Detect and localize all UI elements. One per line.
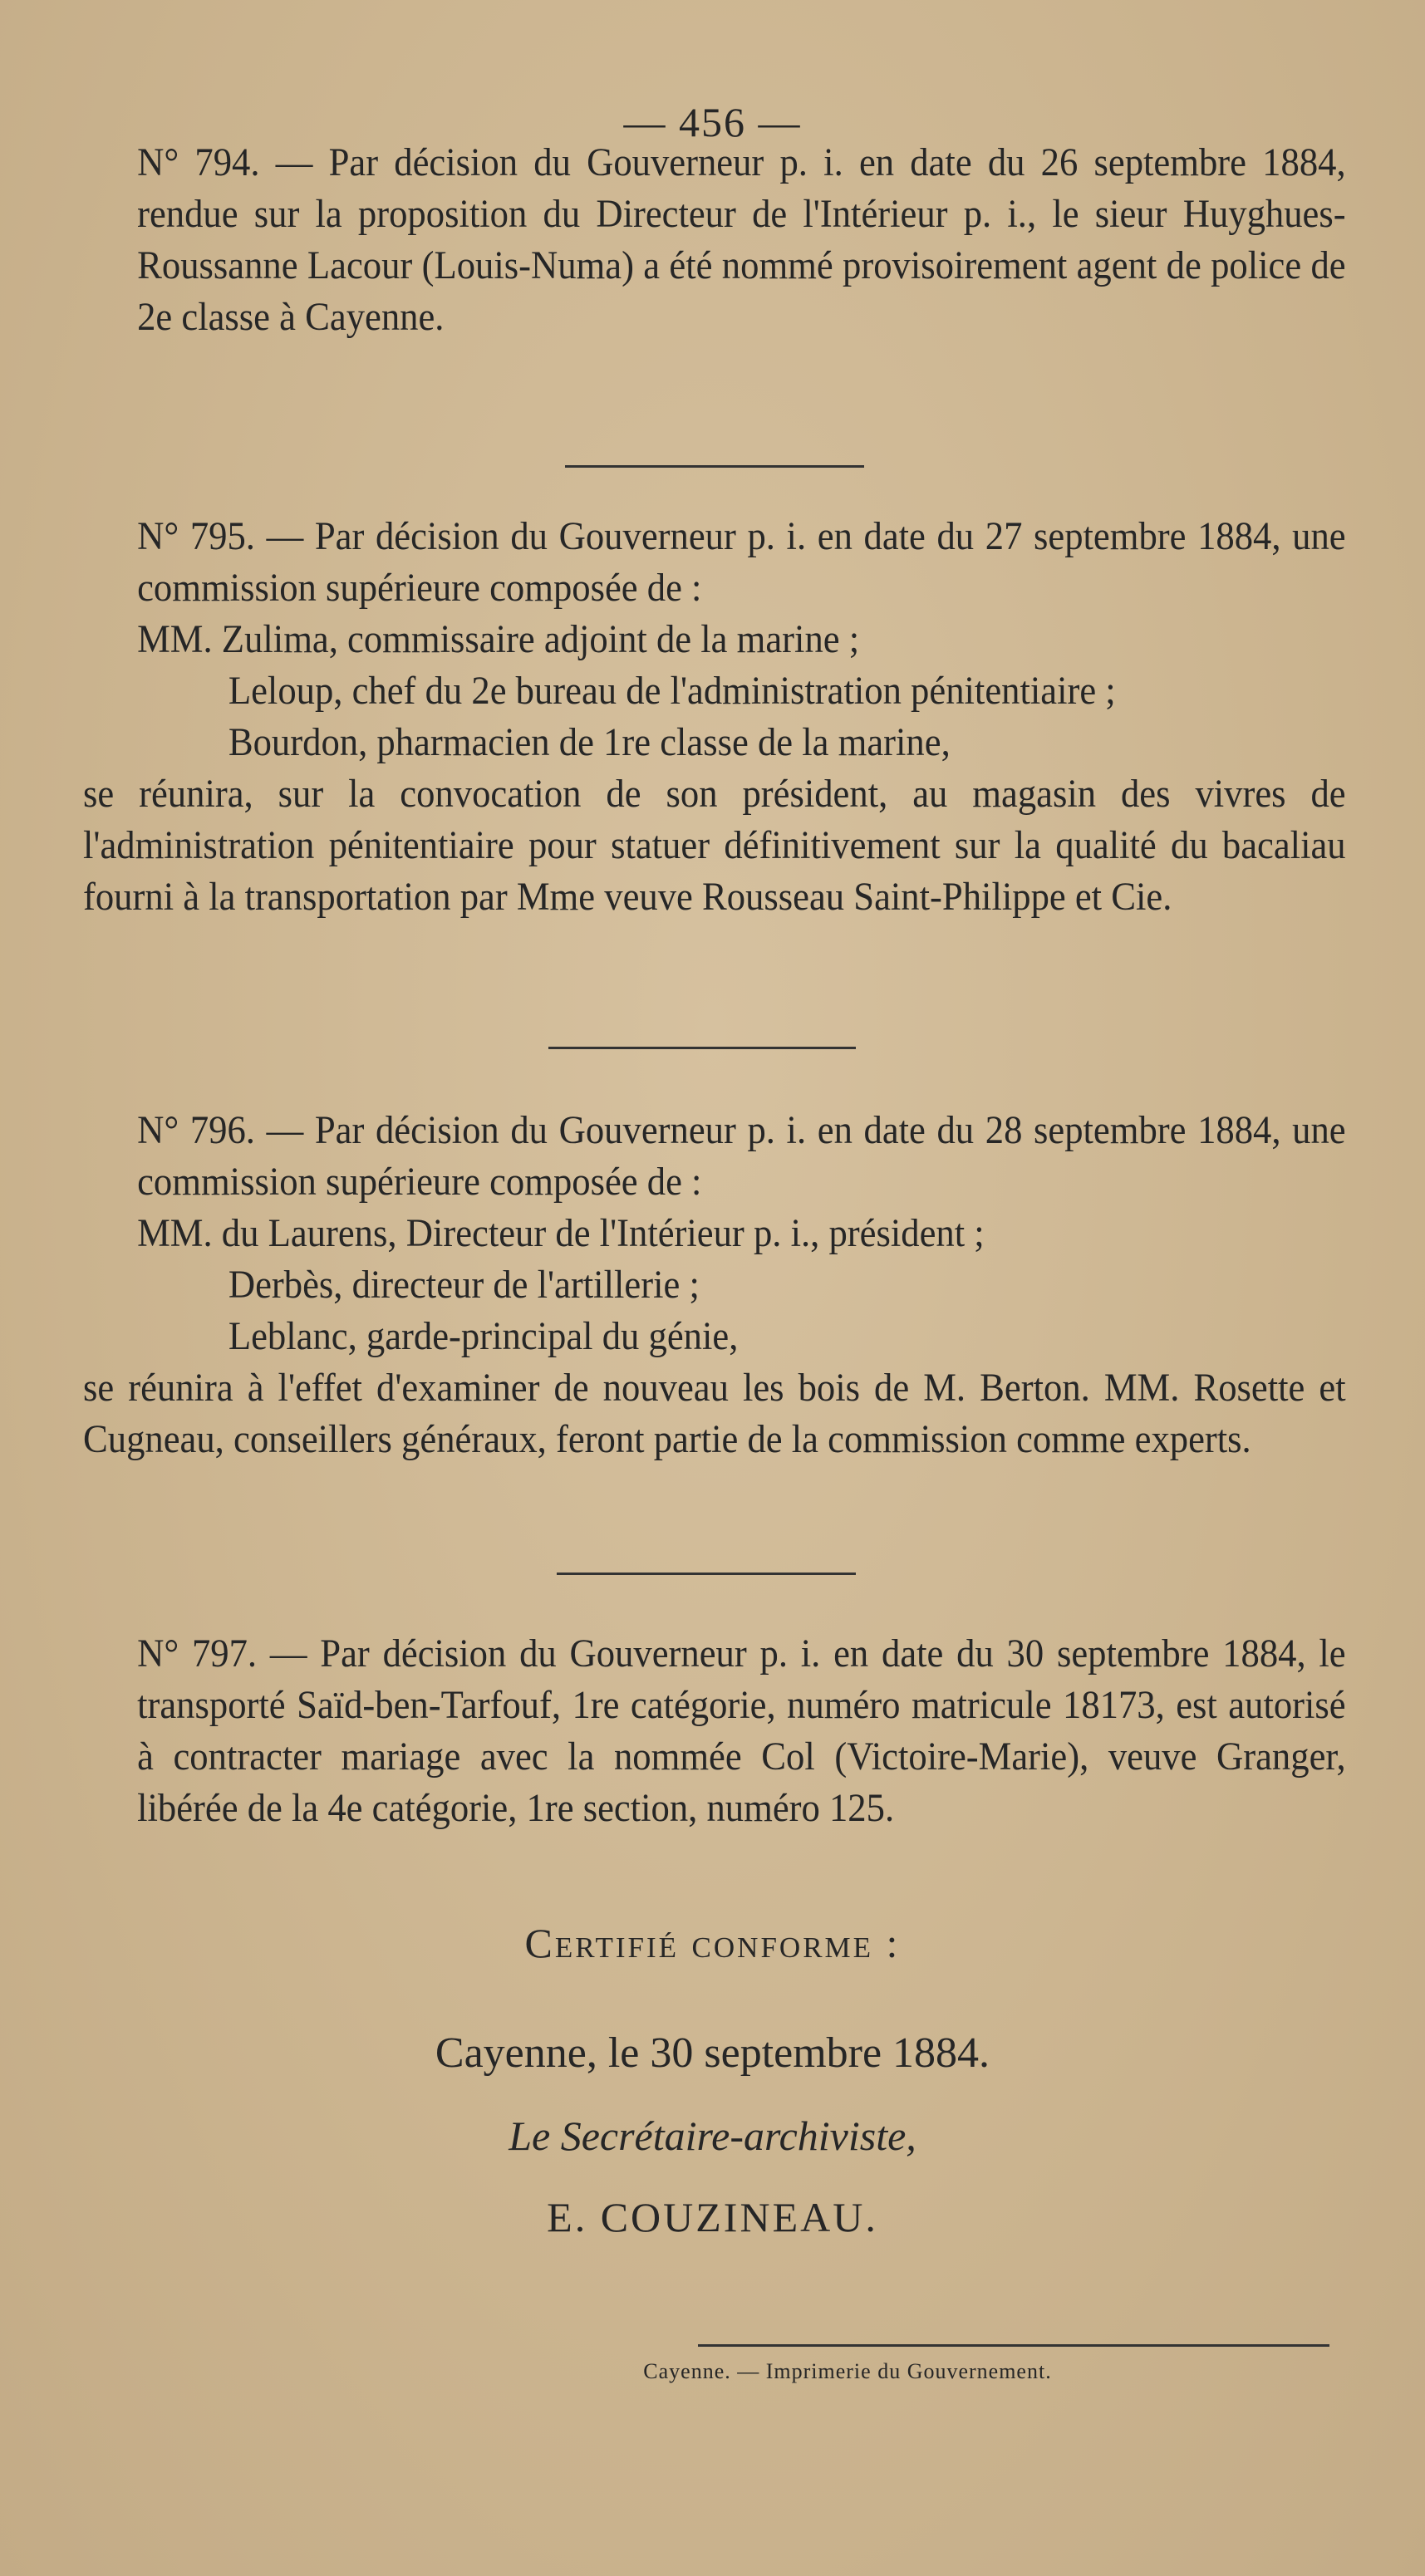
signatory-name: E. COUZINEAU.	[547, 2194, 878, 2240]
entry-796-member: Leblanc, garde-principal du génie,	[228, 1314, 739, 1358]
entry-796-member: Derbès, directeur de l'artillerie ;	[228, 1263, 700, 1307]
entry-796-member: MM. du Laurens, Directeur de l'Intérieur p. i., président ;	[137, 1211, 985, 1255]
entry-795-member: Leloup, chef du 2e bureau de l'administration pénitentiaire ;	[228, 669, 1116, 713]
printer-imprint: Cayenne. — Imprimerie du Gouvernement.	[643, 2359, 1052, 2383]
separator-rule	[565, 465, 864, 468]
entry-794-text: N° 794. — Par décision du Gouverneur p. i. en date du 26 septembre 1884, rendue sur la proposition du Directeur de l'Intérieur p. i., le sieur Huyghues-Roussanne Lacour (Louis-Numa) a été nommé provisoirement agent de police de 2e classe à Cayenne.	[137, 140, 1346, 339]
certification-place-date: Cayenne, le 30 septembre 1884.	[435, 2029, 990, 2077]
separator-rule	[548, 1047, 856, 1049]
entry-797	[83, 1628, 1346, 1834]
entry-795-member: Bourdon, pharmacien de 1re classe de la marine,	[228, 720, 951, 764]
entry-794	[83, 137, 1346, 343]
entry-795-member: MM. Zulima, commissaire adjoint de la marine ;	[137, 617, 860, 661]
page-number: — 456 —	[623, 99, 802, 145]
footer-rule	[698, 2344, 1329, 2347]
entry-795	[83, 511, 1346, 923]
entry-796	[83, 1105, 1346, 1465]
certification-role: Le Secrétaire-archiviste,	[509, 2112, 916, 2159]
entry-796-intro: N° 796. — Par décision du Gouverneur p. i. en date du 28 septembre 1884, une commission supérieure composée de :	[137, 1108, 1346, 1204]
entry-795-outro: se réunira, sur la convocation de son président, au magasin des vivres de l'administration pénitentiaire pour statuer définitivement sur la qualité du bacaliau fourni à la transportation par Mme veuve Rousseau Saint-Philippe et Cie.	[83, 772, 1346, 919]
separator-rule	[557, 1573, 856, 1575]
entry-795-intro: N° 795. — Par décision du Gouverneur p. i. en date du 27 septembre 1884, une commission supérieure composée de :	[137, 514, 1346, 610]
entry-796-outro: se réunira à l'effet d'examiner de nouveau les bois de M. Berton. MM. Rosette et Cugneau, conseillers généraux, feront partie de la commission comme experts.	[83, 1366, 1346, 1461]
entry-797-text: N° 797. — Par décision du Gouverneur p. i. en date du 30 septembre 1884, le transporté Saïd-ben-Tarfouf, 1re catégorie, numéro matricule 18173, est autorisé à contracter mariage avec la nommée Col (Victoire-Marie), veuve Granger, libérée de la 4e catégorie, 1re section, numéro 125.	[137, 1631, 1346, 1830]
certification-heading: Certifié conforme :	[524, 1920, 901, 1966]
